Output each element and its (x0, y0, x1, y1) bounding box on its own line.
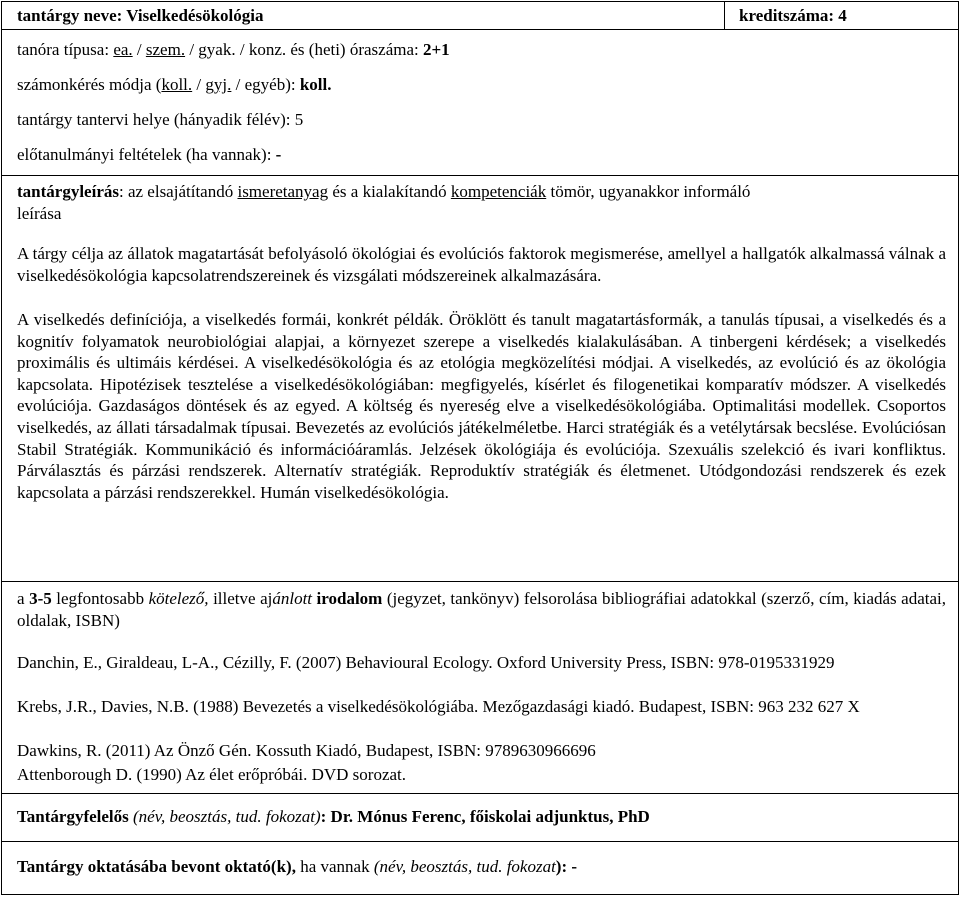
literature-block (2, 582, 958, 794)
lesson-type-ea: ea. (113, 40, 133, 59)
exam-rest: / egyéb): (231, 75, 300, 94)
knowledge-term: ismeretanyag (237, 182, 329, 201)
course-content: A viselkedés definíciója, a viselkedés formái, konkrét példák. Öröklött és tanult magatartásformák, a tanulás típusai, a viselkedés és a kognitív folyamatok neurobiológiai alapjai, a környezet szerepe a viselkedés kialakulásában. A tinbergeni kérdések; a viselkedés proximális és ultimáis kérdései. A viselkedésökológia és az etológia megközelítési módjai. A viselkedés, az evolúció és az ökológia kapcsolata. Hipotézisek tesztelése a viselkedésökológiában: megfigyelés, kísérlet és filogenetikai komparatív módszer. A viselkedés evolúciója. Gazdaságos döntések és az egyed. A költség és nyereség elve a viselkedésökológiába. Optimalitási modellek. Csoportos viselkedés, az állati társadalmak típusai. Bevezetés az evolúciós játékelméletbe. Harci stratégiák és a vetélytársak becslése. Evolúciósan Stabil Stratégiák. Kommunikáció és információáramlás. Jelzések ökológiája és evolúciója. Szexuális szelekció és ivari konfliktus. Párválasztás és párzási rendszerek. Alternatív stratégiák. Reproduktív stratégiák és életmenet. Utódgondozási rendszerek és ezek kapcsolata a párzási rendszerekkel. Humán viselkedésökológia. (17, 310, 946, 502)
description-text: : az elsajátítandó (118, 182, 238, 201)
responsible-row (2, 794, 958, 842)
course-description-block (2, 176, 958, 582)
literature-count: 3-5 (29, 589, 52, 608)
mandatory-term: kötelező, (148, 589, 209, 608)
literature-intro (17, 588, 946, 631)
prerequisites-line (17, 144, 281, 166)
lecturers-row (2, 842, 958, 894)
exam-gyj: gyj. (205, 75, 232, 94)
responsible-hint: (név, beosztás, tud. fokozat) (128, 807, 321, 826)
literature-text: a (17, 589, 30, 608)
course-name: tantárgy neve: Viselkedésökológia (17, 6, 264, 25)
separator: : (320, 807, 331, 826)
course-aim: A tárgy célja az állatok magatartását befolyásoló ökológiai és evolúciós faktorok megismerése, amellyel a hallgatók alkalmassá válnak a viselkedésökológia kapcsolatrendszereinek és vizsgálati módszereinek alkalmazására. (17, 244, 946, 285)
reference-item: Dawkins, R. (2011) Az Önző Gén. Kossuth Kiadó, Budapest, ISBN: 9789630966696 (17, 741, 596, 760)
course-info-block (2, 30, 958, 176)
semester-line: tantárgy tantervi helye (hányadik félév): 5 (17, 110, 304, 129)
exam-prefix: számonkérés módja ( (17, 75, 162, 94)
lecturers-text: ha vannak (295, 857, 374, 876)
reference-item: Krebs, J.R., Davies, N.B. (1988) Bevezetés a viselkedésökológiába. Mezőgazdasági kiadó. Budapest, ISBN: 963 232 627 X (17, 697, 860, 716)
lecturers-value: - (571, 857, 578, 876)
lesson-type-prefix: tanóra típusa: (17, 40, 114, 59)
responsible-label: Tantárgyfelelős (17, 807, 129, 826)
lesson-type-rest: / gyak. / konz. és (heti) óraszáma: (185, 40, 423, 59)
prereq-prefix: előtanulmányi feltételek (ha vannak): (17, 145, 276, 164)
literature-text: (jegyzet, tankönyv) felsorolása bibliográfiai adatokkal (szerző, cím, kiadás adatai, oldalak, ISBN) (17, 589, 947, 630)
description-text: leírása (17, 203, 62, 223)
weekly-hours: 2+1 (423, 40, 450, 59)
lesson-type-szem: szem. (145, 40, 186, 59)
separator: / (132, 40, 146, 59)
description-heading (17, 181, 946, 224)
exam-type-line (17, 74, 331, 96)
prereq-value: - (275, 145, 282, 164)
exam-koll: koll. (161, 75, 193, 94)
description-text: tömör, ugyanakkor informáló (546, 182, 751, 201)
lesson-type-line (17, 39, 450, 61)
responsible-name: Dr. Mónus Ferenc, főiskolai adjunktus, PhD (330, 807, 650, 826)
reference-item: Attenborough D. (1990) Az élet erőpróbái. DVD sorozat. (17, 765, 407, 784)
exam-value: koll. (299, 75, 332, 94)
credits: kreditszáma: 4 (739, 6, 847, 25)
lecturers-line (17, 856, 577, 878)
literature-term: irodalom (316, 589, 383, 608)
literature-text: legfontosabb (51, 589, 149, 608)
description-label: tantárgyleírás (17, 182, 119, 201)
literature-text: illetve aj (208, 589, 273, 608)
course-title-row (2, 2, 958, 30)
responsible-line (17, 806, 650, 828)
lecturers-hint: (név, beosztás, tud. fokozat (373, 857, 556, 876)
recommended-term: ánlott (272, 589, 313, 608)
column-divider (724, 2, 725, 29)
description-text: és a kialakítandó (328, 182, 451, 201)
course-datasheet (1, 1, 959, 895)
competence-term: kompetenciák (450, 182, 547, 201)
reference-item: Danchin, E., Giraldeau, L-A., Cézilly, F. (2007) Behavioural Ecology. Oxford University Press, ISBN: 978-0195331929 (17, 653, 835, 672)
lecturers-label: Tantárgy oktatásába bevont oktató(k), (17, 857, 296, 876)
separator: / (192, 75, 206, 94)
separator: ): (555, 857, 572, 876)
